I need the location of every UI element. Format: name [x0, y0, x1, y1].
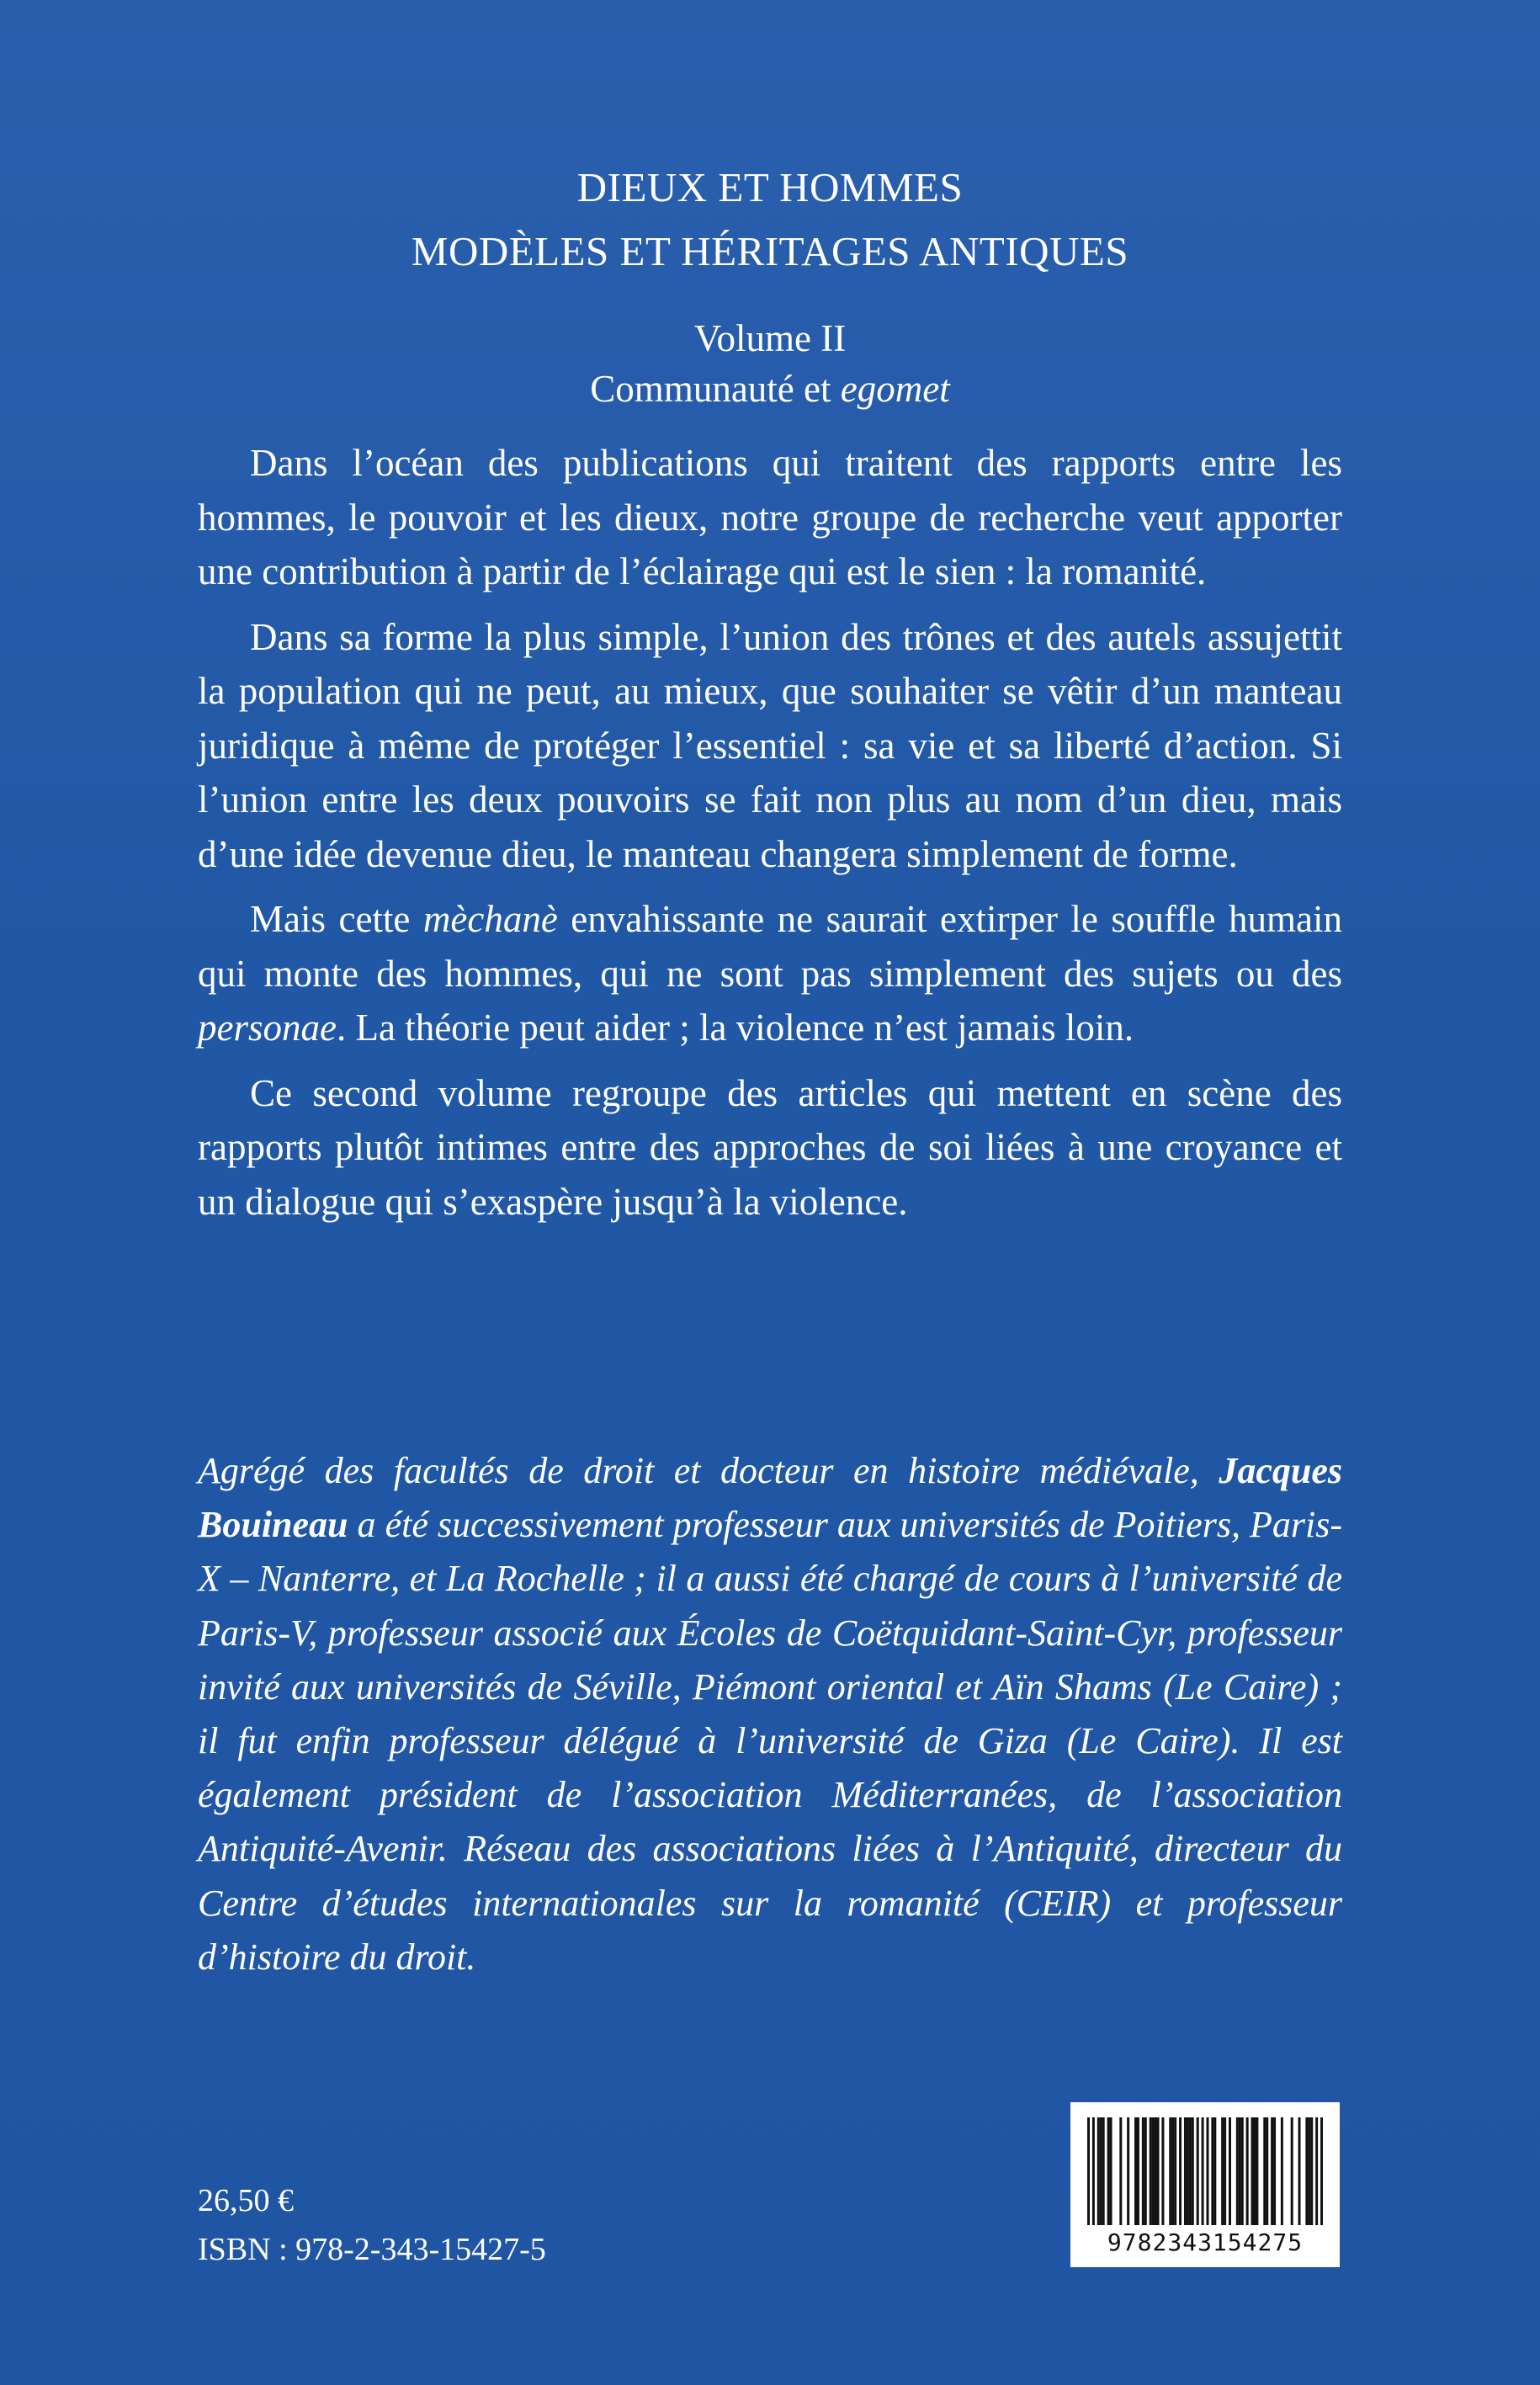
barcode-bar [1310, 2117, 1313, 2225]
barcode-bar [1127, 2117, 1129, 2225]
barcode-bar [1281, 2117, 1283, 2225]
summary-p3-part-a: Mais cette [250, 898, 423, 940]
barcode-bar [1174, 2117, 1176, 2225]
barcode-bars [1087, 2117, 1323, 2225]
barcode-bar [1184, 2117, 1187, 2225]
barcode-bar [1308, 2117, 1310, 2225]
barcode-bar [1256, 2117, 1258, 2225]
barcode [1070, 2102, 1340, 2267]
barcode-bar [1263, 2117, 1266, 2225]
price: 26,50 € [198, 2183, 294, 2218]
barcode-bar [1137, 2117, 1139, 2225]
barcode-bar [1253, 2117, 1256, 2225]
title-block [0, 156, 1540, 415]
summary-p3-part-b: envahissante ne saurait extirper le souffle humain qui monte des hommes, qui ne sont pas simplement des sujets ou des [198, 898, 1342, 995]
barcode-bar [1087, 2117, 1090, 2225]
barcode-bar [1150, 2117, 1152, 2225]
summary-paragraph-3 [198, 892, 1342, 1055]
barcode-bar [1092, 2117, 1095, 2225]
barcode-bar [1239, 2117, 1241, 2225]
barcode-bar [1107, 2117, 1110, 2225]
barcode-bar [1241, 2117, 1244, 2225]
barcode-bar [1152, 2117, 1155, 2225]
barcode-bar [1266, 2117, 1268, 2225]
series-subtitle: MODÈLES ET HÉRITAGES ANTIQUES [411, 228, 1129, 274]
barcode-bar [1155, 2117, 1157, 2225]
barcode-bar [1157, 2117, 1160, 2225]
author-bio-paragraph [198, 1444, 1342, 1984]
summary-paragraph-4: Ce second volume regroupe des articles qui mettent en scène des rapports plutôt intimes entre des approches de soi liées à une croyance et un dialogue qui s’exaspère jusqu’à la violence. [198, 1071, 1342, 1223]
barcode-bar [1179, 2117, 1182, 2225]
barcode-bar [1100, 2117, 1102, 2225]
volume-title-main: Communauté et [590, 368, 841, 410]
barcode-bar [1224, 2117, 1226, 2225]
barcode-bar [1197, 2117, 1199, 2225]
barcode-bar [1169, 2117, 1171, 2225]
barcode-bar [1102, 2117, 1105, 2225]
summary-text [198, 436, 1342, 1240]
barcode-bar [1206, 2117, 1208, 2225]
summary-p3-italic-personae: personae [198, 1007, 337, 1049]
barcode-bar [1298, 2117, 1301, 2225]
summary-p3-part-c: . La théorie peut aider ; la violence n’est jamais loin. [336, 1007, 1134, 1049]
barcode-bar [1134, 2117, 1137, 2225]
barcode-bar [1142, 2117, 1144, 2225]
barcode-bar [1305, 2117, 1308, 2225]
author-bio-rest: a été successivement professeur aux universités de Poitiers, Paris-X – Nanterre, et La Rochelle ; il a aussi été chargé de cours à l’université de Paris-V, professeur associé aux Écoles de Coëtquidant-Saint-Cyr, professeur invité aux universités de Séville, Piémont oriental et Aïn Shams (Le Caire) ; il fut enfin professeur délégué à l’université de Giza (Le Caire). Il est également président de l’association Méditerranées, de l’association Antiquité-Avenir. Réseau des associations liées à l’Antiquité, directeur du Centre d’études internationales sur la romanité (CEIR) et professeur d’histoire du droit. [198, 1504, 1342, 1978]
barcode-bar [1213, 2117, 1216, 2225]
barcode-bar [1229, 2117, 1231, 2225]
barcode-digits: 9782343154275 [1107, 2228, 1304, 2256]
barcode-bar [1202, 2117, 1204, 2225]
barcode-bar [1192, 2117, 1194, 2225]
barcode-bar [1221, 2117, 1224, 2225]
isbn: ISBN : 978-2-343-15427-5 [198, 2232, 546, 2267]
barcode-bar [1161, 2117, 1164, 2225]
summary-p3-italic-mechane: mèchanè [422, 898, 558, 940]
barcode-bar [1320, 2117, 1323, 2225]
author-bio-intro: Agrégé des facultés de droit et docteur en histoire médiévale, [198, 1450, 1219, 1491]
volume-title [0, 363, 1540, 415]
author-name: Jacques Bouineau [198, 1450, 1342, 1546]
barcode-bar [1189, 2117, 1192, 2225]
barcode-bar [1251, 2117, 1254, 2225]
barcode-bar [1097, 2117, 1100, 2225]
volume-number: Volume II [693, 317, 847, 359]
volume-title-italic: egomet [840, 368, 950, 410]
barcode-bar [1171, 2117, 1174, 2225]
summary-paragraph-2: Dans sa forme la plus simple, l’union des trônes et des autels assujettit la population qui ne peut, au mieux, que souhaiter se vêtir d’un manteau juridique à même de protéger l’essentiel : sa vie et sa liberté d’action. Si l’union entre les deux pouvoirs se fait non plus au nom d’un dieu, mais d’une idée devenue dieu, le manteau changera simplement de forme. [198, 615, 1342, 875]
barcode-bar [1187, 2117, 1189, 2225]
barcode-bar [1144, 2117, 1147, 2225]
author-bio [198, 1444, 1342, 1984]
barcode-bar [1211, 2117, 1213, 2225]
series-title: DIEUX ET HOMMES [576, 164, 964, 210]
barcode-bar [1119, 2117, 1122, 2225]
barcode-bar [1315, 2117, 1318, 2225]
summary-paragraph-1: Dans l’océan des publications qui traitent des rapports entre les hommes, le pouvoir et les dieux, notre groupe de recherche veut apporter une contribution à partir de l’éclairage qui est le sien : la romanité. [198, 442, 1342, 592]
barcode-bar [1110, 2117, 1113, 2225]
barcode-bar [1291, 2117, 1293, 2225]
barcode-bar [1273, 2117, 1276, 2225]
barcode-bar [1236, 2117, 1239, 2225]
barcode-bar [1271, 2117, 1273, 2225]
barcode-bar [1246, 2117, 1249, 2225]
